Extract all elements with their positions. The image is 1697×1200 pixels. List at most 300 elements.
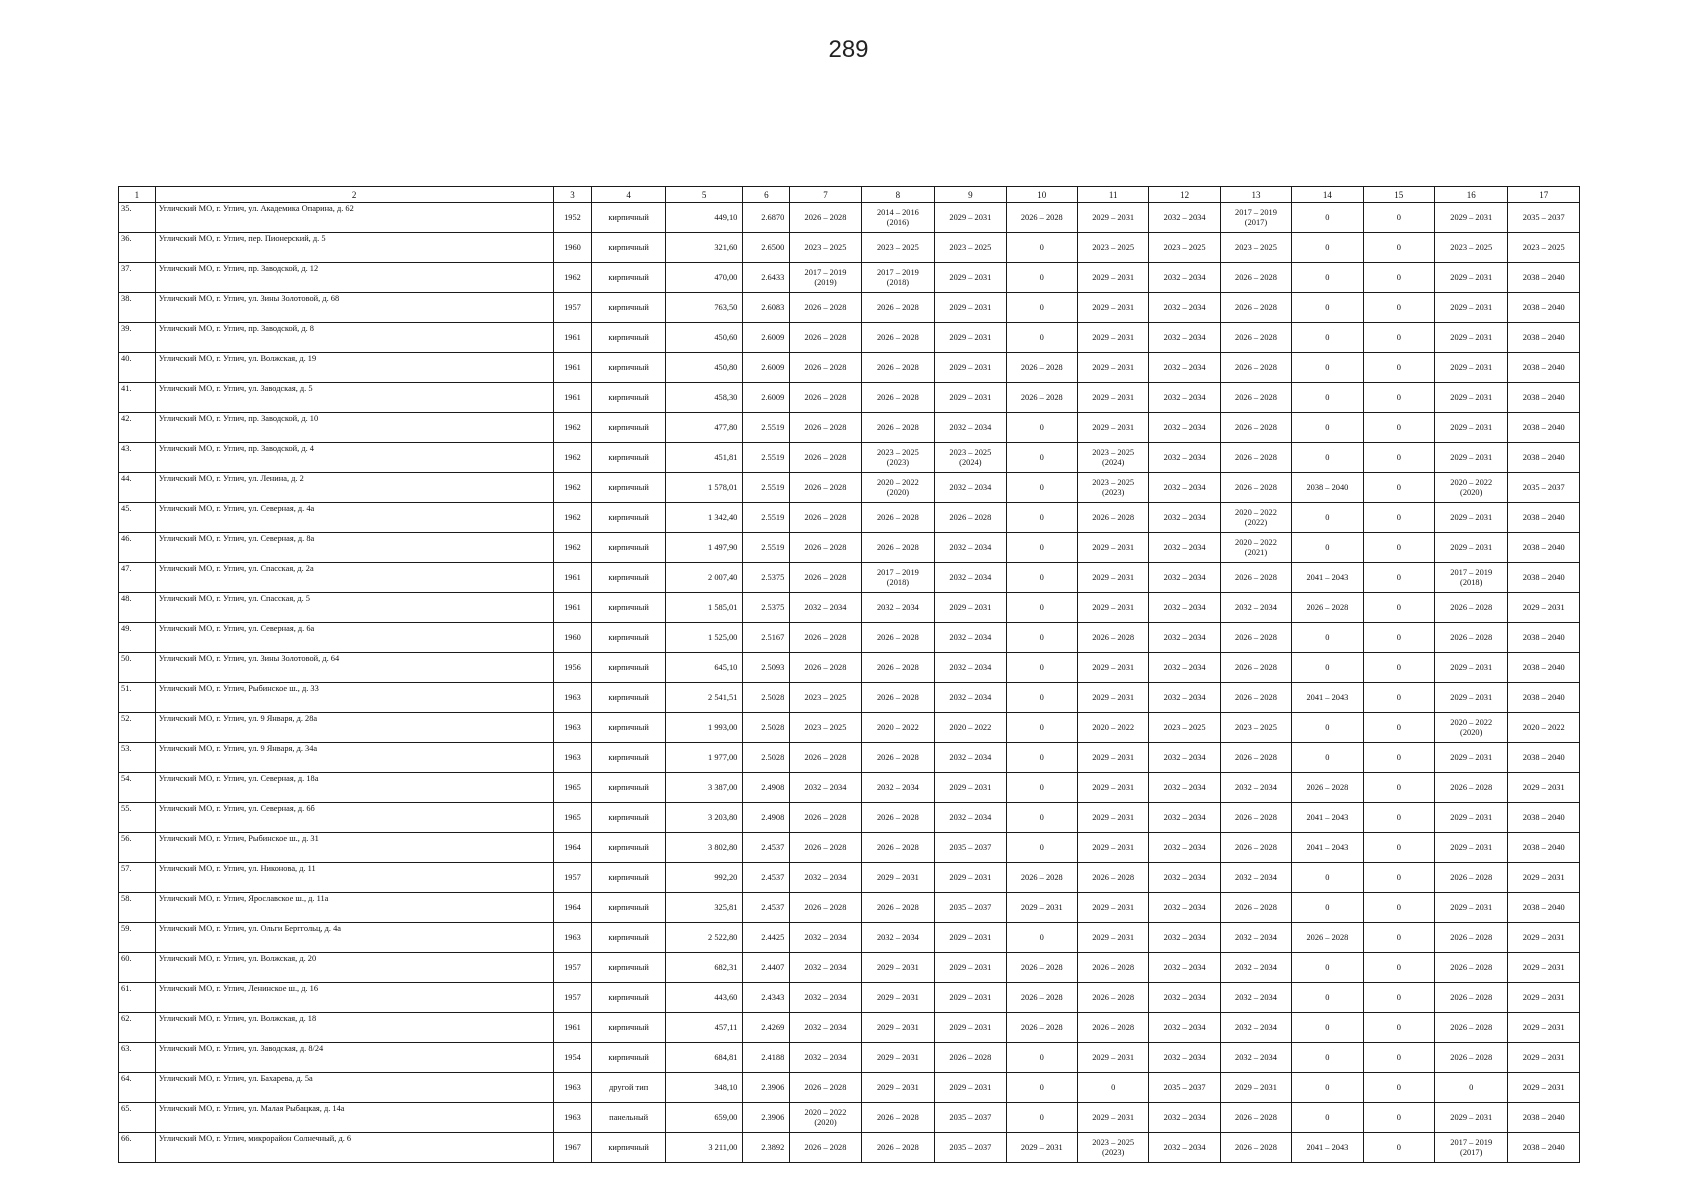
period-col8-cell: 2026 – 2028 bbox=[861, 1103, 934, 1133]
period-col17-cell: 2029 – 2031 bbox=[1508, 593, 1580, 623]
period-col15-cell: 0 bbox=[1363, 353, 1434, 383]
period-col14-cell: 0 bbox=[1292, 953, 1363, 983]
period-col16-cell: 0 bbox=[1434, 1073, 1507, 1103]
period-col13-cell: 2032 – 2034 bbox=[1220, 983, 1291, 1013]
period-col8-cell: 2023 – 2025 (2023) bbox=[861, 443, 934, 473]
period-col17-cell: 2038 – 2040 bbox=[1508, 1133, 1580, 1163]
period-col17-cell: 2038 – 2040 bbox=[1508, 293, 1580, 323]
period-col11-cell: 2029 – 2031 bbox=[1077, 893, 1148, 923]
area-cell: 451,81 bbox=[665, 443, 743, 473]
build-year-cell: 1957 bbox=[553, 863, 592, 893]
period-col9-cell: 2029 – 2031 bbox=[935, 263, 1006, 293]
row-index-cell: 63. bbox=[119, 1043, 156, 1073]
period-col8-cell: 2029 – 2031 bbox=[861, 983, 934, 1013]
period-col17-cell: 2038 – 2040 bbox=[1508, 503, 1580, 533]
address-cell: Угличский МО, г. Углич, ул. Северная, д. 6а bbox=[155, 623, 553, 653]
period-col12-cell: 2032 – 2034 bbox=[1149, 1103, 1220, 1133]
build-year-cell: 1960 bbox=[553, 233, 592, 263]
period-col7-cell: 2026 – 2028 bbox=[790, 563, 861, 593]
row-index-cell: 52. bbox=[119, 713, 156, 743]
address-cell: Угличский МО, г. Углич, пер. Пионерский, д. 5 bbox=[155, 233, 553, 263]
period-col9-cell: 2029 – 2031 bbox=[935, 863, 1006, 893]
area-cell: 449,10 bbox=[665, 203, 743, 233]
period-col10-cell: 2026 – 2028 bbox=[1006, 353, 1077, 383]
period-col14-cell: 2026 – 2028 bbox=[1292, 923, 1363, 953]
build-year-cell: 1964 bbox=[553, 833, 592, 863]
period-col17-cell: 2038 – 2040 bbox=[1508, 1103, 1580, 1133]
period-col10-cell: 2026 – 2028 bbox=[1006, 1013, 1077, 1043]
period-col16-cell: 2029 – 2031 bbox=[1434, 383, 1507, 413]
period-col16-cell: 2029 – 2031 bbox=[1434, 323, 1507, 353]
period-col13-cell: 2017 – 2019 (2017) bbox=[1220, 203, 1291, 233]
wall-material-cell: кирпичный bbox=[592, 773, 665, 803]
period-col11-cell: 2029 – 2031 bbox=[1077, 413, 1148, 443]
wall-material-cell: другой тип bbox=[592, 1073, 665, 1103]
index-value-cell: 2.5028 bbox=[743, 713, 790, 743]
period-col12-cell: 2032 – 2034 bbox=[1149, 893, 1220, 923]
build-year-cell: 1961 bbox=[553, 563, 592, 593]
address-cell: Угличский МО, г. Углич, ул. Спасская, д. 2а bbox=[155, 563, 553, 593]
period-col16-cell: 2029 – 2031 bbox=[1434, 443, 1507, 473]
period-col10-cell: 0 bbox=[1006, 293, 1077, 323]
period-col13-cell: 2026 – 2028 bbox=[1220, 683, 1291, 713]
build-year-cell: 1957 bbox=[553, 293, 592, 323]
period-col7-cell: 2026 – 2028 bbox=[790, 473, 861, 503]
period-col9-cell: 2029 – 2031 bbox=[935, 593, 1006, 623]
area-cell: 458,30 bbox=[665, 383, 743, 413]
area-cell: 1 578,01 bbox=[665, 473, 743, 503]
period-col11-cell: 2029 – 2031 bbox=[1077, 803, 1148, 833]
period-col11-cell: 2029 – 2031 bbox=[1077, 773, 1148, 803]
period-col9-cell: 2032 – 2034 bbox=[935, 803, 1006, 833]
period-col17-cell: 2038 – 2040 bbox=[1508, 653, 1580, 683]
wall-material-cell: кирпичный bbox=[592, 953, 665, 983]
wall-material-cell: кирпичный bbox=[592, 593, 665, 623]
period-col11-cell: 2026 – 2028 bbox=[1077, 503, 1148, 533]
period-col17-cell: 2038 – 2040 bbox=[1508, 743, 1580, 773]
index-value-cell: 2.5519 bbox=[743, 413, 790, 443]
period-col15-cell: 0 bbox=[1363, 1013, 1434, 1043]
period-col13-cell: 2026 – 2028 bbox=[1220, 1133, 1291, 1163]
period-col12-cell: 2032 – 2034 bbox=[1149, 803, 1220, 833]
address-cell: Угличский МО, г. Углич, ул. Волжская, д. 18 bbox=[155, 1013, 553, 1043]
period-col13-cell: 2026 – 2028 bbox=[1220, 563, 1291, 593]
area-cell: 457,11 bbox=[665, 1013, 743, 1043]
row-index-cell: 44. bbox=[119, 473, 156, 503]
period-col11-cell: 2029 – 2031 bbox=[1077, 653, 1148, 683]
period-col15-cell: 0 bbox=[1363, 893, 1434, 923]
address-cell: Угличский МО, г. Углич, ул. Ленина, д. 2 bbox=[155, 473, 553, 503]
area-cell: 659,00 bbox=[665, 1103, 743, 1133]
address-cell: Угличский МО, г. Углич, ул. Северная, д. 4а bbox=[155, 503, 553, 533]
period-col17-cell: 2038 – 2040 bbox=[1508, 623, 1580, 653]
period-col13-cell: 2032 – 2034 bbox=[1220, 1013, 1291, 1043]
period-col13-cell: 2026 – 2028 bbox=[1220, 293, 1291, 323]
wall-material-cell: кирпичный bbox=[592, 353, 665, 383]
period-col16-cell: 2026 – 2028 bbox=[1434, 773, 1507, 803]
period-col13-cell: 2032 – 2034 bbox=[1220, 923, 1291, 953]
address-cell: Угличский МО, г. Углич, ул. Волжская, д. 20 bbox=[155, 953, 553, 983]
period-col8-cell: 2026 – 2028 bbox=[861, 623, 934, 653]
index-value-cell: 2.4908 bbox=[743, 773, 790, 803]
period-col12-cell: 2032 – 2034 bbox=[1149, 683, 1220, 713]
period-col8-cell: 2029 – 2031 bbox=[861, 863, 934, 893]
period-col11-cell: 2023 – 2025 bbox=[1077, 233, 1148, 263]
period-col8-cell: 2026 – 2028 bbox=[861, 323, 934, 353]
index-value-cell: 2.5167 bbox=[743, 623, 790, 653]
column-number-row bbox=[119, 187, 1580, 203]
address-cell: Угличский МО, г. Углич, ул. Малая Рыбацкая, д. 14а bbox=[155, 1103, 553, 1133]
table-row bbox=[119, 353, 1580, 383]
period-col16-cell: 2026 – 2028 bbox=[1434, 1013, 1507, 1043]
wall-material-cell: кирпичный bbox=[592, 803, 665, 833]
period-col17-cell: 2023 – 2025 bbox=[1508, 233, 1580, 263]
period-col16-cell: 2026 – 2028 bbox=[1434, 953, 1507, 983]
period-col14-cell: 0 bbox=[1292, 383, 1363, 413]
period-col17-cell: 2038 – 2040 bbox=[1508, 893, 1580, 923]
build-year-cell: 1961 bbox=[553, 1013, 592, 1043]
period-col7-cell: 2026 – 2028 bbox=[790, 623, 861, 653]
table-row bbox=[119, 263, 1580, 293]
period-col7-cell: 2026 – 2028 bbox=[790, 803, 861, 833]
period-col12-cell: 2032 – 2034 bbox=[1149, 1133, 1220, 1163]
period-col16-cell: 2029 – 2031 bbox=[1434, 503, 1507, 533]
period-col17-cell: 2038 – 2040 bbox=[1508, 263, 1580, 293]
table-row bbox=[119, 503, 1580, 533]
period-col17-cell: 2038 – 2040 bbox=[1508, 803, 1580, 833]
build-year-cell: 1963 bbox=[553, 1103, 592, 1133]
build-year-cell: 1965 bbox=[553, 803, 592, 833]
period-col15-cell: 0 bbox=[1363, 653, 1434, 683]
table-row bbox=[119, 323, 1580, 353]
period-col13-cell: 2032 – 2034 bbox=[1220, 593, 1291, 623]
row-index-cell: 66. bbox=[119, 1133, 156, 1163]
table-row bbox=[119, 1103, 1580, 1133]
period-col7-cell: 2026 – 2028 bbox=[790, 383, 861, 413]
period-col15-cell: 0 bbox=[1363, 263, 1434, 293]
period-col12-cell: 2032 – 2034 bbox=[1149, 863, 1220, 893]
period-col14-cell: 2041 – 2043 bbox=[1292, 563, 1363, 593]
table-row bbox=[119, 773, 1580, 803]
period-col17-cell: 2038 – 2040 bbox=[1508, 443, 1580, 473]
period-col9-cell: 2029 – 2031 bbox=[935, 353, 1006, 383]
period-col11-cell: 2029 – 2031 bbox=[1077, 743, 1148, 773]
period-col16-cell: 2029 – 2031 bbox=[1434, 293, 1507, 323]
index-value-cell: 2.6009 bbox=[743, 383, 790, 413]
row-index-cell: 54. bbox=[119, 773, 156, 803]
column-number: 4 bbox=[592, 187, 665, 203]
period-col16-cell: 2020 – 2022 (2020) bbox=[1434, 713, 1507, 743]
period-col7-cell: 2026 – 2028 bbox=[790, 353, 861, 383]
period-col12-cell: 2035 – 2037 bbox=[1149, 1073, 1220, 1103]
period-col8-cell: 2029 – 2031 bbox=[861, 953, 934, 983]
index-value-cell: 2.4269 bbox=[743, 1013, 790, 1043]
address-cell: Угличский МО, г. Углич, ул. Волжская, д. 19 bbox=[155, 353, 553, 383]
wall-material-cell: кирпичный bbox=[592, 923, 665, 953]
wall-material-cell: кирпичный bbox=[592, 623, 665, 653]
period-col9-cell: 2035 – 2037 bbox=[935, 1103, 1006, 1133]
period-col11-cell: 2029 – 2031 bbox=[1077, 293, 1148, 323]
period-col10-cell: 2026 – 2028 bbox=[1006, 863, 1077, 893]
period-col15-cell: 0 bbox=[1363, 743, 1434, 773]
build-year-cell: 1967 bbox=[553, 1133, 592, 1163]
period-col15-cell: 0 bbox=[1363, 1073, 1434, 1103]
period-col7-cell: 2026 – 2028 bbox=[790, 293, 861, 323]
period-col15-cell: 0 bbox=[1363, 713, 1434, 743]
period-col13-cell: 2026 – 2028 bbox=[1220, 623, 1291, 653]
period-col12-cell: 2032 – 2034 bbox=[1149, 353, 1220, 383]
period-col13-cell: 2029 – 2031 bbox=[1220, 1073, 1291, 1103]
period-col12-cell: 2032 – 2034 bbox=[1149, 293, 1220, 323]
wall-material-cell: кирпичный bbox=[592, 323, 665, 353]
period-col12-cell: 2032 – 2034 bbox=[1149, 923, 1220, 953]
period-col16-cell: 2029 – 2031 bbox=[1434, 263, 1507, 293]
index-value-cell: 2.5519 bbox=[743, 443, 790, 473]
period-col12-cell: 2032 – 2034 bbox=[1149, 623, 1220, 653]
build-year-cell: 1961 bbox=[553, 383, 592, 413]
wall-material-cell: кирпичный bbox=[592, 893, 665, 923]
period-col13-cell: 2032 – 2034 bbox=[1220, 1043, 1291, 1073]
row-index-cell: 50. bbox=[119, 653, 156, 683]
period-col7-cell: 2032 – 2034 bbox=[790, 953, 861, 983]
row-index-cell: 60. bbox=[119, 953, 156, 983]
period-col8-cell: 2029 – 2031 bbox=[861, 1043, 934, 1073]
period-col10-cell: 0 bbox=[1006, 323, 1077, 353]
period-col17-cell: 2029 – 2031 bbox=[1508, 773, 1580, 803]
column-number: 17 bbox=[1508, 187, 1580, 203]
period-col7-cell: 2032 – 2034 bbox=[790, 773, 861, 803]
period-col16-cell: 2026 – 2028 bbox=[1434, 623, 1507, 653]
period-col9-cell: 2029 – 2031 bbox=[935, 953, 1006, 983]
table-row bbox=[119, 893, 1580, 923]
period-col11-cell: 2020 – 2022 bbox=[1077, 713, 1148, 743]
period-col11-cell: 2029 – 2031 bbox=[1077, 1043, 1148, 1073]
period-col7-cell: 2026 – 2028 bbox=[790, 1073, 861, 1103]
period-col15-cell: 0 bbox=[1363, 923, 1434, 953]
address-cell: Угличский МО, г. Углич, пр. Заводской, д. 10 bbox=[155, 413, 553, 443]
address-cell: Угличский МО, г. Углич, Рыбинское ш., д. 31 bbox=[155, 833, 553, 863]
area-cell: 348,10 bbox=[665, 1073, 743, 1103]
column-number: 5 bbox=[665, 187, 743, 203]
period-col13-cell: 2026 – 2028 bbox=[1220, 263, 1291, 293]
period-col14-cell: 0 bbox=[1292, 863, 1363, 893]
period-col14-cell: 0 bbox=[1292, 1013, 1363, 1043]
period-col13-cell: 2026 – 2028 bbox=[1220, 473, 1291, 503]
build-year-cell: 1964 bbox=[553, 893, 592, 923]
period-col10-cell: 0 bbox=[1006, 473, 1077, 503]
period-col15-cell: 0 bbox=[1363, 533, 1434, 563]
build-year-cell: 1961 bbox=[553, 593, 592, 623]
row-index-cell: 53. bbox=[119, 743, 156, 773]
table-row bbox=[119, 833, 1580, 863]
column-number: 13 bbox=[1220, 187, 1291, 203]
index-value-cell: 2.6500 bbox=[743, 233, 790, 263]
period-col15-cell: 0 bbox=[1363, 803, 1434, 833]
period-col11-cell: 2026 – 2028 bbox=[1077, 953, 1148, 983]
row-index-cell: 65. bbox=[119, 1103, 156, 1133]
address-cell: Угличский МО, г. Углич, ул. Северная, д. 6б bbox=[155, 803, 553, 833]
period-col14-cell: 0 bbox=[1292, 263, 1363, 293]
area-cell: 443,60 bbox=[665, 983, 743, 1013]
period-col14-cell: 0 bbox=[1292, 893, 1363, 923]
period-col10-cell: 0 bbox=[1006, 743, 1077, 773]
period-col10-cell: 2026 – 2028 bbox=[1006, 203, 1077, 233]
table-body bbox=[119, 187, 1580, 1163]
period-col17-cell: 2038 – 2040 bbox=[1508, 533, 1580, 563]
address-cell: Угличский МО, г. Углич, ул. Зины Золотовой, д. 64 bbox=[155, 653, 553, 683]
period-col8-cell: 2026 – 2028 bbox=[861, 533, 934, 563]
period-col13-cell: 2023 – 2025 bbox=[1220, 713, 1291, 743]
row-index-cell: 40. bbox=[119, 353, 156, 383]
period-col17-cell: 2029 – 2031 bbox=[1508, 983, 1580, 1013]
period-col13-cell: 2023 – 2025 bbox=[1220, 233, 1291, 263]
period-col8-cell: 2026 – 2028 bbox=[861, 383, 934, 413]
build-year-cell: 1963 bbox=[553, 923, 592, 953]
period-col14-cell: 2041 – 2043 bbox=[1292, 1133, 1363, 1163]
column-number: 6 bbox=[743, 187, 790, 203]
table-row bbox=[119, 473, 1580, 503]
period-col14-cell: 2041 – 2043 bbox=[1292, 833, 1363, 863]
wall-material-cell: кирпичный bbox=[592, 983, 665, 1013]
address-cell: Угличский МО, г. Углич, ул. Заводская, д. 5 bbox=[155, 383, 553, 413]
wall-material-cell: кирпичный bbox=[592, 1043, 665, 1073]
period-col10-cell: 0 bbox=[1006, 623, 1077, 653]
column-number: 1 bbox=[119, 187, 156, 203]
period-col12-cell: 2032 – 2034 bbox=[1149, 473, 1220, 503]
period-col8-cell: 2026 – 2028 bbox=[861, 353, 934, 383]
index-value-cell: 2.6083 bbox=[743, 293, 790, 323]
area-cell: 3 203,80 bbox=[665, 803, 743, 833]
index-value-cell: 2.4188 bbox=[743, 1043, 790, 1073]
period-col16-cell: 2029 – 2031 bbox=[1434, 353, 1507, 383]
period-col15-cell: 0 bbox=[1363, 953, 1434, 983]
row-index-cell: 37. bbox=[119, 263, 156, 293]
period-col9-cell: 2032 – 2034 bbox=[935, 413, 1006, 443]
area-cell: 470,00 bbox=[665, 263, 743, 293]
column-number: 15 bbox=[1363, 187, 1434, 203]
address-cell: Угличский МО, г. Углич, пр. Заводской, д. 12 bbox=[155, 263, 553, 293]
wall-material-cell: кирпичный bbox=[592, 413, 665, 443]
period-col14-cell: 0 bbox=[1292, 443, 1363, 473]
period-col15-cell: 0 bbox=[1363, 323, 1434, 353]
row-index-cell: 48. bbox=[119, 593, 156, 623]
period-col10-cell: 0 bbox=[1006, 713, 1077, 743]
period-col10-cell: 0 bbox=[1006, 563, 1077, 593]
column-number: 14 bbox=[1292, 187, 1363, 203]
period-col13-cell: 2026 – 2028 bbox=[1220, 833, 1291, 863]
period-col9-cell: 2029 – 2031 bbox=[935, 1013, 1006, 1043]
row-index-cell: 55. bbox=[119, 803, 156, 833]
row-index-cell: 35. bbox=[119, 203, 156, 233]
address-cell: Угличский МО, г. Углич, Рыбинское ш., д. 33 bbox=[155, 683, 553, 713]
period-col11-cell: 2026 – 2028 bbox=[1077, 1013, 1148, 1043]
build-year-cell: 1962 bbox=[553, 503, 592, 533]
build-year-cell: 1961 bbox=[553, 353, 592, 383]
period-col12-cell: 2032 – 2034 bbox=[1149, 1043, 1220, 1073]
area-cell: 2 522,80 bbox=[665, 923, 743, 953]
wall-material-cell: кирпичный bbox=[592, 1013, 665, 1043]
period-col12-cell: 2032 – 2034 bbox=[1149, 383, 1220, 413]
period-col15-cell: 0 bbox=[1363, 683, 1434, 713]
period-col9-cell: 2029 – 2031 bbox=[935, 203, 1006, 233]
period-col11-cell: 2029 – 2031 bbox=[1077, 1103, 1148, 1133]
period-col7-cell: 2026 – 2028 bbox=[790, 743, 861, 773]
column-number: 11 bbox=[1077, 187, 1148, 203]
area-cell: 321,60 bbox=[665, 233, 743, 263]
period-col12-cell: 2023 – 2025 bbox=[1149, 233, 1220, 263]
index-value-cell: 2.5028 bbox=[743, 743, 790, 773]
index-value-cell: 2.3906 bbox=[743, 1103, 790, 1133]
area-cell: 684,81 bbox=[665, 1043, 743, 1073]
period-col12-cell: 2023 – 2025 bbox=[1149, 713, 1220, 743]
period-col16-cell: 2029 – 2031 bbox=[1434, 653, 1507, 683]
wall-material-cell: кирпичный bbox=[592, 443, 665, 473]
period-col12-cell: 2032 – 2034 bbox=[1149, 413, 1220, 443]
period-col17-cell: 2029 – 2031 bbox=[1508, 953, 1580, 983]
period-col9-cell: 2029 – 2031 bbox=[935, 383, 1006, 413]
period-col9-cell: 2023 – 2025 bbox=[935, 233, 1006, 263]
table-row bbox=[119, 383, 1580, 413]
address-cell: Угличский МО, г. Углич, ул. Академика Опарина, д. 62 bbox=[155, 203, 553, 233]
period-col15-cell: 0 bbox=[1363, 773, 1434, 803]
table-row bbox=[119, 293, 1580, 323]
period-col13-cell: 2026 – 2028 bbox=[1220, 743, 1291, 773]
build-year-cell: 1962 bbox=[553, 533, 592, 563]
period-col7-cell: 2032 – 2034 bbox=[790, 983, 861, 1013]
period-col9-cell: 2035 – 2037 bbox=[935, 893, 1006, 923]
table-row bbox=[119, 803, 1580, 833]
period-col17-cell: 2029 – 2031 bbox=[1508, 923, 1580, 953]
period-col8-cell: 2026 – 2028 bbox=[861, 653, 934, 683]
build-year-cell: 1957 bbox=[553, 983, 592, 1013]
period-col9-cell: 2032 – 2034 bbox=[935, 653, 1006, 683]
housing-repair-schedule-table bbox=[118, 186, 1580, 1163]
period-col12-cell: 2032 – 2034 bbox=[1149, 563, 1220, 593]
period-col10-cell: 0 bbox=[1006, 593, 1077, 623]
address-cell: Угличский МО, г. Углич, Ярославское ш., д. 11а bbox=[155, 893, 553, 923]
period-col10-cell: 0 bbox=[1006, 1043, 1077, 1073]
period-col17-cell: 2038 – 2040 bbox=[1508, 563, 1580, 593]
row-index-cell: 38. bbox=[119, 293, 156, 323]
period-col8-cell: 2026 – 2028 bbox=[861, 683, 934, 713]
area-cell: 3 387,00 bbox=[665, 773, 743, 803]
period-col10-cell: 2029 – 2031 bbox=[1006, 1133, 1077, 1163]
period-col17-cell: 2035 – 2037 bbox=[1508, 203, 1580, 233]
period-col8-cell: 2032 – 2034 bbox=[861, 923, 934, 953]
index-value-cell: 2.3892 bbox=[743, 1133, 790, 1163]
build-year-cell: 1956 bbox=[553, 653, 592, 683]
address-cell: Угличский МО, г. Углич, ул. 9 Января, д. 34а bbox=[155, 743, 553, 773]
period-col11-cell: 0 bbox=[1077, 1073, 1148, 1103]
period-col7-cell: 2026 – 2028 bbox=[790, 503, 861, 533]
period-col8-cell: 2029 – 2031 bbox=[861, 1073, 934, 1103]
period-col14-cell: 2041 – 2043 bbox=[1292, 683, 1363, 713]
period-col11-cell: 2026 – 2028 bbox=[1077, 863, 1148, 893]
period-col13-cell: 2026 – 2028 bbox=[1220, 1103, 1291, 1133]
build-year-cell: 1965 bbox=[553, 773, 592, 803]
area-cell: 1 497,90 bbox=[665, 533, 743, 563]
period-col13-cell: 2026 – 2028 bbox=[1220, 413, 1291, 443]
period-col11-cell: 2023 – 2025 (2023) bbox=[1077, 473, 1148, 503]
period-col11-cell: 2029 – 2031 bbox=[1077, 533, 1148, 563]
period-col7-cell: 2032 – 2034 bbox=[790, 1013, 861, 1043]
period-col14-cell: 2038 – 2040 bbox=[1292, 473, 1363, 503]
area-cell: 2 007,40 bbox=[665, 563, 743, 593]
period-col7-cell: 2026 – 2028 bbox=[790, 323, 861, 353]
period-col7-cell: 2023 – 2025 bbox=[790, 233, 861, 263]
period-col12-cell: 2032 – 2034 bbox=[1149, 653, 1220, 683]
row-index-cell: 61. bbox=[119, 983, 156, 1013]
